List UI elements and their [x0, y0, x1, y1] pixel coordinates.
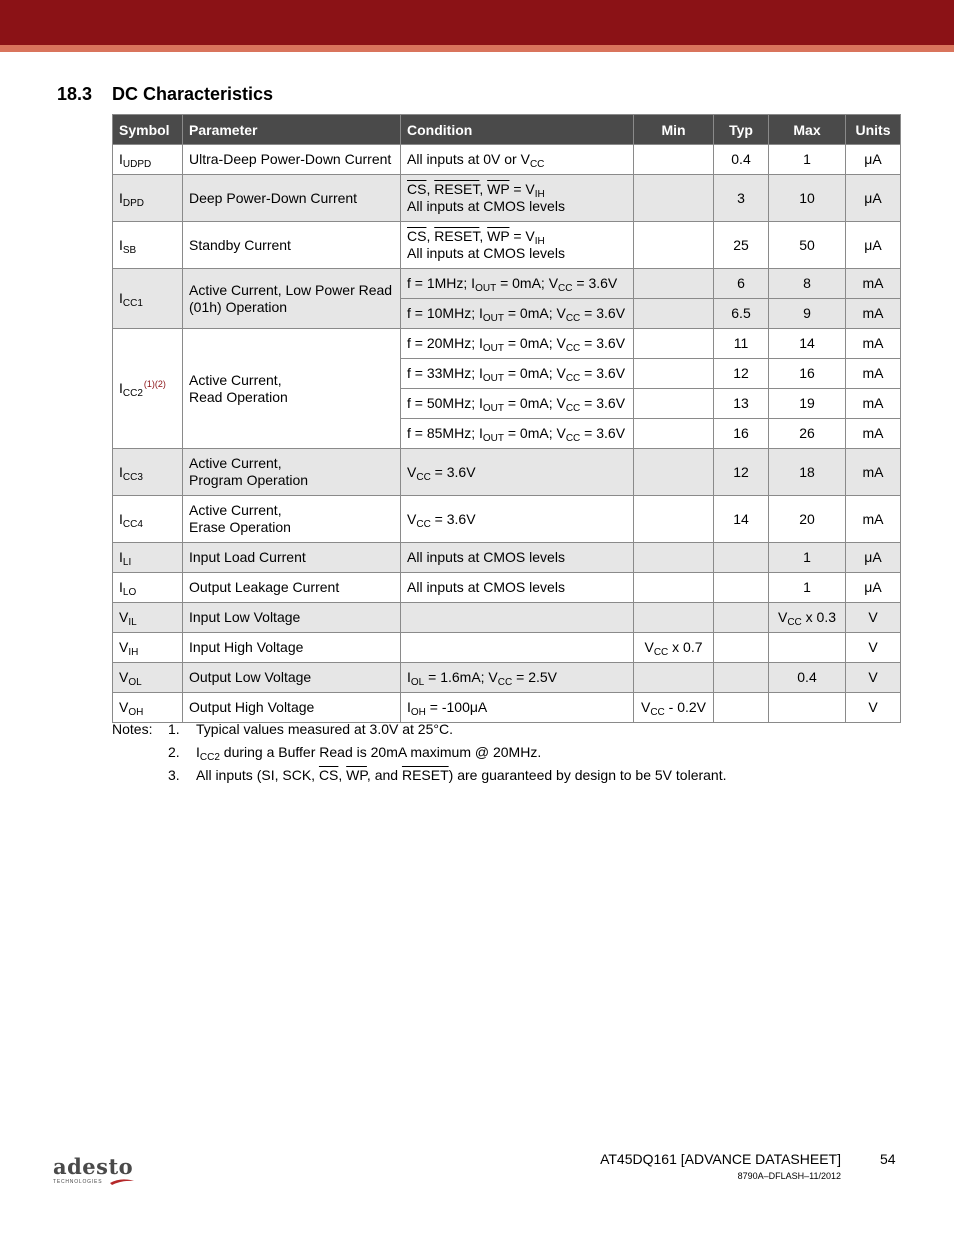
table-row [113, 496, 901, 543]
note-reference: (1)(2) [143, 379, 166, 389]
units-cell: V [846, 663, 901, 693]
condition-subscript: CC [416, 471, 431, 483]
units-cell: μA [846, 175, 901, 222]
condition-line-1: $\overline{CS}$, RESET, $\overline{WP} = V_{IH}$ [407, 228, 545, 247]
note-text-part: I [196, 744, 200, 760]
condition-text: = 3.6V [430, 510, 476, 527]
dc-characteristics-table [112, 114, 901, 723]
header-condition: Condition [401, 115, 634, 145]
typ-cell: 6 [714, 269, 769, 299]
condition-text: f = 33MHz; I [407, 365, 483, 381]
parameter-line-2: Program Operation [189, 472, 309, 488]
note-text-part: during a Buffer Read is 20mA maximum @ 20MHz. [219, 744, 542, 760]
table-row [113, 449, 901, 496]
condition-text: = 3.6V [580, 395, 626, 411]
header-min: Min [634, 115, 714, 145]
min-cell [634, 359, 714, 389]
condition-subscript: CC [565, 313, 581, 324]
units-cell: μA [846, 222, 901, 269]
symbol-subscript: IL [128, 617, 137, 628]
parameter-cell [183, 329, 401, 449]
parameter-line-2: Read Operation [189, 388, 288, 405]
condition-text: = 0mA; V [503, 395, 566, 411]
max-text: V [777, 609, 788, 625]
max-cell: 1 [769, 543, 846, 573]
condition-text: = V [509, 181, 535, 197]
parameter-cell [183, 269, 401, 329]
symbol-text: V [119, 669, 129, 685]
min-cell [634, 573, 714, 603]
symbol-cell [113, 449, 183, 496]
condition-text: = 3.6V [430, 463, 476, 480]
footer-document-title: AT45DQ161 [ADVANCE DATASHEET] [600, 1151, 841, 1167]
symbol-text: V [119, 699, 129, 715]
condition-text: f = 10MHz; I [407, 305, 483, 321]
symbol-text: I [119, 380, 123, 396]
condition-cell [401, 603, 634, 633]
condition-text: f = 1MHz; I [407, 275, 476, 291]
condition-text: = -100μA [425, 699, 488, 715]
symbol-subscript: DPD [122, 197, 145, 209]
table-header-row [113, 115, 901, 145]
min-subscript: CC [653, 647, 669, 658]
max-cell: 8 [769, 269, 846, 299]
typ-cell [714, 693, 769, 723]
signal-cs: $\overline{CS}$ [407, 228, 427, 244]
condition-text: = 0mA; V [503, 425, 566, 441]
units-cell: V [846, 693, 901, 723]
symbol-text: I [119, 236, 123, 253]
min-cell [634, 663, 714, 693]
logo-swoosh-icon [109, 1177, 135, 1187]
table-row [113, 175, 901, 222]
table-row [113, 663, 901, 693]
symbol-text: V [119, 609, 129, 625]
parameter-cell: Input Low Voltage [183, 603, 401, 633]
table-row [113, 633, 901, 663]
condition-line-2: All inputs at CMOS levels [407, 245, 565, 261]
section-title: DC Characteristics [112, 84, 274, 104]
parameter-line-1: Active Current, [189, 455, 282, 471]
units-cell: mA [846, 299, 901, 329]
condition-subscript: CC [565, 403, 581, 414]
condition-subscript: OUT [482, 343, 504, 354]
condition-cell [401, 389, 634, 419]
header-symbol: Symbol [113, 115, 183, 145]
max-cell: 20 [769, 496, 846, 543]
condition-cell: $V_{CC} = 3.6V$ [401, 449, 634, 496]
condition-cell [401, 419, 634, 449]
table-row [113, 693, 901, 723]
condition-cell [401, 663, 634, 693]
condition-cell: $V_{CC} = 3.6V$ [401, 496, 634, 543]
min-cell [634, 419, 714, 449]
typ-cell: 14 [714, 496, 769, 543]
symbol-cell [113, 633, 183, 663]
note-text-part: ) are guaranteed by design to be 5V tolerant. [448, 767, 727, 783]
condition-subscript: OUT [482, 313, 504, 324]
header-max: Max [769, 115, 846, 145]
header-typ: Typ [714, 115, 769, 145]
condition-text: = 3.6V [580, 425, 626, 441]
symbol-cell [113, 175, 183, 222]
condition-text: f = 50MHz; I [407, 395, 483, 411]
max-cell: 1 [769, 145, 846, 175]
min-text: - 0.2V [664, 699, 707, 715]
units-cell: mA [846, 496, 901, 543]
symbol-cell [113, 573, 183, 603]
condition-subscript: OL [410, 677, 425, 688]
condition-text: = 3.6V [572, 275, 618, 291]
typ-cell: 11 [714, 329, 769, 359]
footer-page-number: 54 [880, 1151, 896, 1167]
min-text: V [640, 699, 651, 715]
symbol-text: I [119, 463, 123, 480]
condition-text: = 1.6mA; V [424, 669, 498, 685]
symbol-text: I [119, 510, 123, 527]
symbol-subscript: SB [122, 244, 137, 256]
typ-cell [714, 663, 769, 693]
condition-text: = 0mA; V [503, 365, 566, 381]
note-number: 2. [168, 744, 180, 760]
symbol-text: V [119, 639, 129, 655]
typ-cell [714, 573, 769, 603]
units-cell: μA [846, 145, 901, 175]
notes-section [112, 720, 902, 789]
note-1 [112, 720, 902, 743]
note-text-part: All inputs (SI, SCK, [196, 767, 319, 783]
typ-cell: 25 [714, 222, 769, 269]
max-cell: 14 [769, 329, 846, 359]
table-row [113, 222, 901, 269]
condition-cell [401, 175, 634, 222]
symbol-subscript: CC2 [122, 388, 143, 399]
symbol-text: I [119, 579, 123, 595]
max-cell [769, 633, 846, 663]
symbol-cell [113, 496, 183, 543]
parameter-cell: Input Load Current [183, 543, 401, 573]
condition-line-2: All inputs at CMOS levels [407, 198, 565, 214]
header-units: Units [846, 115, 901, 145]
condition-subscript: CC [565, 373, 581, 384]
condition-subscript: OH [410, 707, 426, 718]
min-cell [634, 175, 714, 222]
max-cell [769, 693, 846, 723]
parameter-line-1: Active Current, [189, 502, 282, 518]
condition-subscript: CC [565, 433, 581, 444]
signal-wp: $\overline{WP}$ [487, 228, 510, 244]
note-text-part: , [338, 767, 347, 783]
symbol-subscript: LO [122, 587, 137, 598]
symbol-subscript: CC1 [122, 298, 143, 309]
condition-subscript: CC [558, 283, 573, 294]
symbol-text: I [119, 549, 123, 565]
symbol-cell [113, 543, 183, 573]
min-cell [634, 145, 714, 175]
condition-text: I [407, 699, 411, 715]
max-cell [769, 603, 846, 633]
note-subscript: CC2 [199, 752, 220, 763]
signal-wp: $\overline{WP}$ [346, 767, 367, 783]
condition-text: f = 20MHz; I [407, 335, 483, 351]
condition-cell [401, 269, 634, 299]
min-cell [634, 693, 714, 723]
min-text: V [644, 639, 654, 655]
typ-cell: 16 [714, 419, 769, 449]
max-cell: 50 [769, 222, 846, 269]
symbol-subscript: OH [128, 707, 144, 718]
signal-wp: $\overline{WP}$ [487, 181, 510, 197]
symbol-text: I [119, 189, 123, 206]
condition-cell [401, 222, 634, 269]
units-cell: mA [846, 269, 901, 299]
symbol-text: I [119, 151, 123, 167]
units-cell: mA [846, 419, 901, 449]
units-cell: μA [846, 543, 901, 573]
header-parameter: Parameter [183, 115, 401, 145]
units-cell: mA [846, 359, 901, 389]
signal-cs: $\overline{CS}$ [407, 181, 427, 197]
notes-label: Notes: [112, 721, 153, 737]
condition-subscript: CC [565, 343, 581, 354]
min-text: x 0.7 [668, 639, 703, 655]
max-cell: 19 [769, 389, 846, 419]
symbol-subscript: LI [122, 557, 132, 568]
units-cell: mA [846, 389, 901, 419]
parameter-cell: Output Low Voltage [183, 663, 401, 693]
parameter-line-1: Active Current, Low Power Read [189, 281, 393, 298]
condition-subscript: OUT [482, 403, 504, 414]
condition-cell [401, 145, 634, 175]
condition-text: = 2.5V [512, 669, 557, 685]
table-row [113, 269, 901, 299]
condition-subscript: OUT [475, 283, 497, 294]
note-number: 1. [168, 721, 180, 737]
condition-subscript: OUT [482, 373, 504, 384]
parameter-cell: Deep Power-Down Current [183, 175, 401, 222]
table-row [113, 573, 901, 603]
min-cell [634, 633, 714, 663]
condition-text: f = 85MHz; I [407, 425, 483, 441]
symbol-subscript: CC3 [122, 471, 143, 483]
condition-subscript: IH [534, 236, 545, 247]
units-cell: V [846, 633, 901, 663]
parameter-cell: Input High Voltage [183, 633, 401, 663]
symbol-cell [113, 603, 183, 633]
condition-cell [401, 329, 634, 359]
note-2 [112, 743, 902, 766]
typ-cell: 13 [714, 389, 769, 419]
symbol-cell [113, 222, 183, 269]
symbol-subscript: IH [128, 647, 139, 658]
parameter-cell [183, 496, 401, 543]
signal-cs: $\overline{CS}$ [318, 767, 339, 783]
min-cell [634, 222, 714, 269]
table-row [113, 603, 901, 633]
max-cell: 26 [769, 419, 846, 449]
table-row [113, 145, 901, 175]
condition-subscript: IH [534, 189, 545, 200]
min-cell [634, 389, 714, 419]
parameter-cell: Output Leakage Current [183, 573, 401, 603]
section-number: 18.3 [57, 84, 93, 104]
min-cell [634, 329, 714, 359]
parameter-cell: Ultra-Deep Power-Down Current [183, 145, 401, 175]
adesto-logo [53, 1155, 143, 1189]
symbol-text: I [119, 290, 123, 306]
min-cell [634, 299, 714, 329]
max-cell: 16 [769, 359, 846, 389]
note-text [196, 743, 541, 761]
section-heading [57, 84, 273, 105]
condition-cell [401, 299, 634, 329]
symbol-cell [113, 145, 183, 175]
condition-text: = 3.6V [580, 335, 626, 351]
max-cell: 9 [769, 299, 846, 329]
note-3 [112, 766, 902, 789]
footer-document-code: 8790A–DFLASH–11/2012 [737, 1171, 841, 1181]
condition-cell [401, 693, 634, 723]
typ-cell [714, 633, 769, 663]
typ-cell: 3 [714, 175, 769, 222]
note-text-part: , and [366, 767, 402, 783]
typ-cell: 0.4 [714, 145, 769, 175]
condition-text: = 0mA; V [496, 275, 559, 291]
units-cell: μA [846, 573, 901, 603]
typ-cell: 12 [714, 449, 769, 496]
max-cell: 10 [769, 175, 846, 222]
condition-subscript: CC [529, 159, 545, 170]
condition-text: = V [509, 228, 535, 244]
condition-text: = 0mA; V [503, 305, 566, 321]
parameter-cell: Output High Voltage [183, 693, 401, 723]
max-cell: 1 [769, 573, 846, 603]
condition-text: = 3.6V [580, 365, 626, 381]
signal-reset: RESET [434, 181, 480, 197]
condition-text: = 0mA; V [503, 335, 566, 351]
max-cell: 18 [769, 449, 846, 496]
typ-cell [714, 603, 769, 633]
symbol-cell [113, 329, 183, 449]
condition-subscript: OUT [482, 433, 504, 444]
condition-cell [401, 633, 634, 663]
signal-reset: RESET [401, 767, 449, 783]
condition-subscript: CC [416, 518, 431, 530]
logo-subtitle: TECHNOLOGIES [53, 1179, 103, 1185]
parameter-cell [183, 449, 401, 496]
min-cell [634, 603, 714, 633]
symbol-cell [113, 663, 183, 693]
min-cell [634, 543, 714, 573]
units-cell: V [846, 603, 901, 633]
condition-cell [401, 359, 634, 389]
max-text: x 0.3 [801, 609, 837, 625]
condition-text: = 3.6V [580, 305, 626, 321]
min-subscript: CC [650, 707, 665, 718]
typ-cell: 6.5 [714, 299, 769, 329]
symbol-subscript: OL [128, 677, 142, 688]
symbol-subscript: CC4 [122, 518, 143, 530]
max-cell: 0.4 [769, 663, 846, 693]
min-cell [634, 269, 714, 299]
condition-subscript: CC [497, 677, 513, 688]
logo-wordmark: adesto [53, 1154, 134, 1179]
condition-cell: All inputs at CMOS levels [401, 543, 634, 573]
condition-text: All inputs at 0V or V [407, 151, 530, 167]
units-cell: mA [846, 329, 901, 359]
units-cell: mA [846, 449, 901, 496]
header-stripe [0, 45, 954, 52]
condition-line-1: $\overline{CS}$, RESET, $\overline{WP} = V_{IH}$ [407, 181, 545, 200]
min-cell [634, 449, 714, 496]
typ-cell: 12 [714, 359, 769, 389]
condition-cell: All inputs at CMOS levels [401, 573, 634, 603]
typ-cell [714, 543, 769, 573]
note-text [196, 766, 727, 784]
symbol-subscript: UDPD [122, 159, 152, 170]
parameter-line-1: Active Current, [189, 371, 282, 388]
note-text: Typical values measured at 3.0V at 25°C. [196, 721, 453, 737]
max-subscript: CC [787, 617, 802, 628]
symbol-cell [113, 693, 183, 723]
parameter-line-2: Erase Operation [189, 519, 291, 535]
parameter-cell: Standby Current [183, 222, 401, 269]
header-bar [0, 0, 954, 45]
symbol-cell [113, 269, 183, 329]
min-cell [634, 496, 714, 543]
condition-text: I [407, 669, 411, 685]
table-row [113, 329, 901, 359]
signal-reset: RESET [434, 228, 480, 244]
table-row [113, 543, 901, 573]
parameter-line-2: (01h) Operation [189, 298, 288, 315]
note-number: 3. [168, 767, 180, 783]
